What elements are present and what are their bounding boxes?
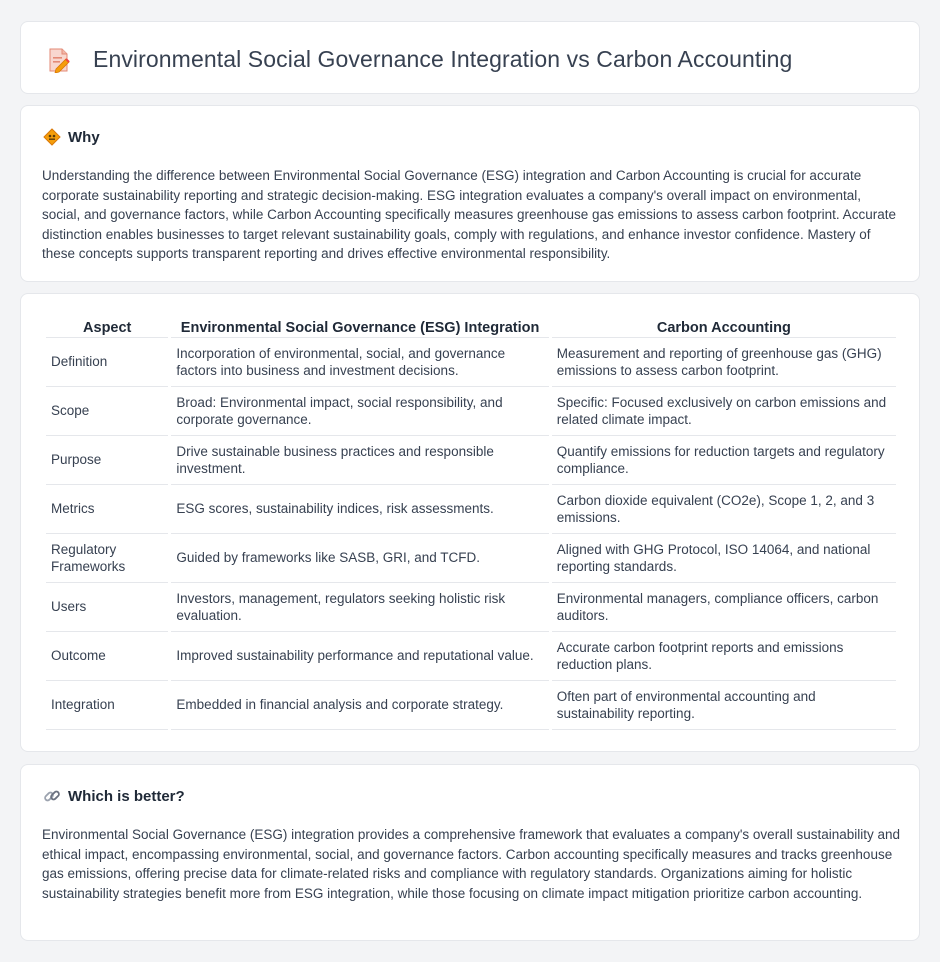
- row-carbon: Accurate carbon footprint reports and emissions reduction plans.: [552, 632, 896, 681]
- why-card: [20, 105, 920, 282]
- row-carbon: Often part of environmental accounting and sustainability reporting.: [552, 681, 896, 730]
- page-title: Environmental Social Governance Integration vs Carbon Accounting: [93, 46, 793, 72]
- table-card: [20, 293, 920, 752]
- better-card: [20, 764, 920, 941]
- table-row: [46, 632, 896, 681]
- diamond-sign-icon: [43, 128, 61, 146]
- table-row: [46, 436, 896, 485]
- row-carbon: Aligned with GHG Protocol, ISO 14064, and national reporting standards.: [552, 534, 896, 583]
- row-carbon: Measurement and reporting of greenhouse gas (GHG) emissions to assess carbon footprint.: [552, 338, 896, 387]
- title-row: [47, 46, 792, 73]
- row-esg: Broad: Environmental impact, social responsibility, and corporate governance.: [171, 387, 548, 436]
- row-carbon: Specific: Focused exclusively on carbon emissions and related climate impact.: [552, 387, 896, 436]
- why-heading: Why: [68, 128, 100, 146]
- table-row: [46, 583, 896, 632]
- row-aspect: Users: [46, 583, 168, 632]
- better-heading: Which is better?: [68, 787, 185, 805]
- row-carbon: Quantify emissions for reduction targets and regulatory compliance.: [552, 436, 896, 485]
- row-esg: Embedded in financial analysis and corporate strategy.: [171, 681, 548, 730]
- header-aspect: Aspect: [46, 316, 168, 338]
- better-heading-row: [43, 787, 185, 805]
- row-carbon: Carbon dioxide equivalent (CO2e), Scope 1, 2, and 3 emissions.: [552, 485, 896, 534]
- row-aspect: Definition: [46, 338, 168, 387]
- table-header-row: [46, 316, 896, 338]
- row-esg: Improved sustainability performance and reputational value.: [171, 632, 548, 681]
- link-icon: [43, 787, 61, 805]
- comparison-table: [43, 316, 899, 730]
- row-esg: Drive sustainable business practices and responsible investment.: [171, 436, 548, 485]
- table-row: [46, 534, 896, 583]
- table-row: [46, 485, 896, 534]
- row-aspect: Purpose: [46, 436, 168, 485]
- row-aspect: Scope: [46, 387, 168, 436]
- row-aspect: Integration: [46, 681, 168, 730]
- why-heading-row: [43, 128, 100, 146]
- table-row: [46, 681, 896, 730]
- header-esg: Environmental Social Governance (ESG) Integration: [171, 316, 548, 338]
- header-card: [20, 21, 920, 94]
- row-esg: ESG scores, sustainability indices, risk assessments.: [171, 485, 548, 534]
- table-row: [46, 387, 896, 436]
- row-esg: Investors, management, regulators seeking holistic risk evaluation.: [171, 583, 548, 632]
- why-body: Understanding the difference between Environmental Social Governance (ESG) integration and Carbon Accounting is crucial for accurate corporate sustainability reporting and strategic decision-making. ESG integration evaluates a company's overall impact on environmental, social, and governance factors, while Carbon Accounting specifically measures greenhouse gas emissions to assess carbon footprint. Accurate distinction enables businesses to target relevant sustainability goals, comply with regulations, and enhance investor confidence. Mastery of these concepts supports transparent reporting and drives effective environmental responsibility.: [42, 168, 896, 262]
- row-carbon: Environmental managers, compliance officers, carbon auditors.: [552, 583, 896, 632]
- row-aspect: Metrics: [46, 485, 168, 534]
- row-aspect: Regulatory Frameworks: [46, 534, 168, 583]
- row-esg: Incorporation of environmental, social, and governance factors into business and investment decisions.: [171, 338, 548, 387]
- better-body: Environmental Social Governance (ESG) integration provides a comprehensive framework that evaluates a company's overall sustainability and ethical impact, encompassing environmental, social, and governance factors. Carbon accounting specifically measures and tracks greenhouse gas emissions, offering precise data for climate-related risks and compliance with regulatory standards. Organizations aiming for holistic sustainability strategies benefit more from ESG integration, while those focusing on climate impact mitigation prioritize carbon accounting.: [42, 827, 901, 901]
- document-pencil-icon: [47, 47, 71, 73]
- header-carbon: Carbon Accounting: [552, 316, 896, 338]
- row-aspect: Outcome: [46, 632, 168, 681]
- row-esg: Guided by frameworks like SASB, GRI, and TCFD.: [171, 534, 548, 583]
- table-row: [46, 338, 896, 387]
